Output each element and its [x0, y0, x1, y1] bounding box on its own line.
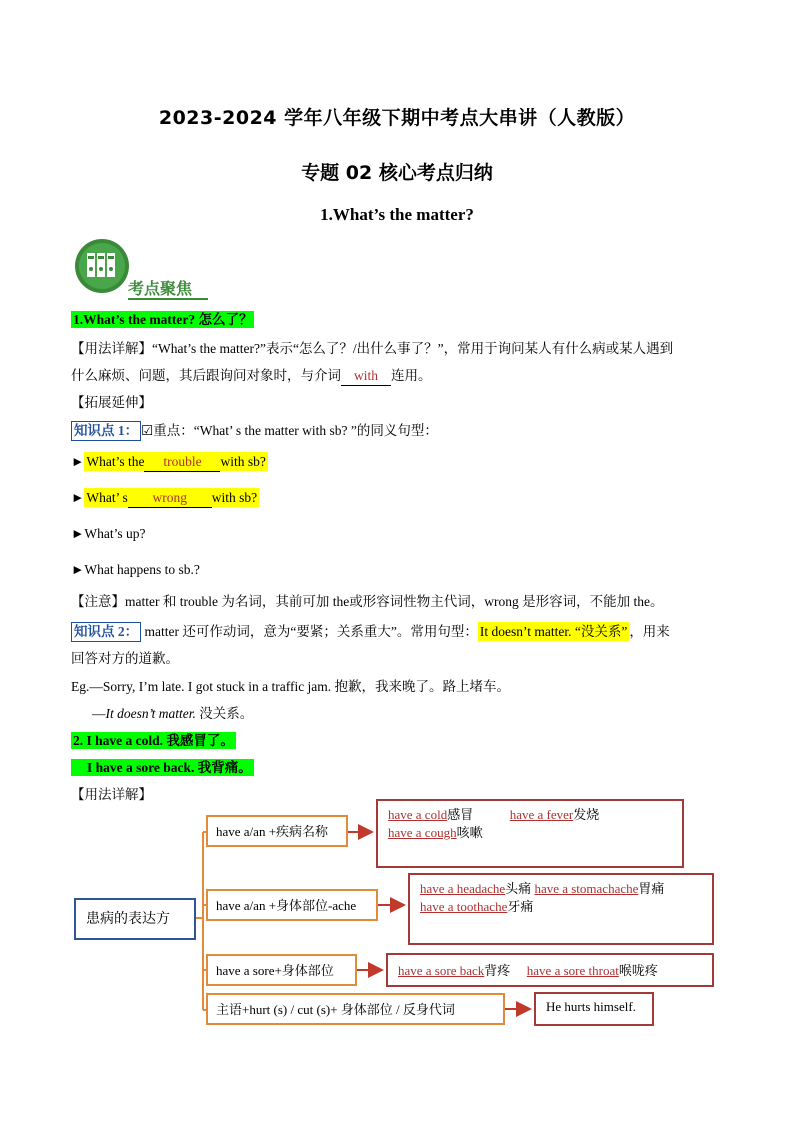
ans-cough: have a cough	[388, 825, 457, 840]
diagram-node-sore: have a sore+身体部位	[206, 954, 357, 986]
ans-fever: have a fever	[509, 807, 574, 822]
eg2-dash: —	[92, 706, 106, 721]
cn-cold: 感冒	[447, 807, 474, 822]
diagram-node-ache: have a/an +身体部位-ache	[206, 889, 378, 921]
usage-text: “What’s the matter?”表示“怎么了？/出什么事了？”，常用于询问某人有什么病或某人遇到	[152, 341, 674, 356]
point-2-heading: 2. I have a cold. 我感冒了。	[73, 733, 234, 748]
cn-headache: 头痛	[505, 881, 532, 896]
blank-with: with	[341, 367, 391, 386]
diagram-result-illness	[376, 799, 684, 868]
extension-label: 【拓展延伸】	[71, 395, 152, 410]
example-1: Eg.—Sorry, I’m late. I got stuck in a traffic jam. 抱歉，我来晚了。路上堵车。	[71, 679, 511, 694]
point-2-heading-b: I have a sore back. 我背痛。	[71, 759, 254, 776]
kp2-text: matter 还可作动词，意为“要紧；关系重大”。常用句型：	[141, 624, 478, 639]
bullet-icon: ►	[71, 490, 85, 505]
kp1-tag: 知识点 1：	[71, 421, 141, 441]
kp2-line-2: 回答对方的道歉。	[71, 651, 179, 666]
doc-title: 2023-2024 学年八年级下期中考点大串讲（人教版）	[158, 107, 636, 129]
usage-text-b: 什么麻烦、问题，其后跟询问对象时，与介词	[71, 368, 341, 383]
kp1-text: ☑重点：“What’ s the matter with sb? ”的同义句型：	[141, 423, 438, 438]
b2-pre: What’ s	[86, 490, 128, 505]
section-title: 1.What’s the matter?	[320, 205, 474, 224]
b1-pre: What’s the	[86, 454, 145, 469]
ans-sore-back: have a sore back	[398, 963, 485, 978]
diagram-node-illness: have a/an +疾病名称	[206, 815, 348, 847]
kp2-highlight: It doesn’t matter. “没关系”	[479, 624, 628, 639]
bullet-icon: ►	[71, 562, 85, 577]
diagram-result-ache	[408, 873, 714, 945]
b3-text: What’s up?	[84, 526, 146, 541]
usage-text-c: 连用。	[391, 368, 432, 383]
ans-sore-throat: have a sore throat	[526, 963, 619, 978]
usage-label-2: 【用法详解】	[71, 787, 152, 802]
kp2-tail: ，用来	[629, 624, 670, 639]
blank-wrong: wrong	[128, 489, 212, 508]
diagram-node-hurt: 主语+hurt (s) / cut (s)+ 身体部位 / 反身代词	[206, 993, 505, 1025]
doc-subtitle: 专题 02 核心考点归纳	[301, 162, 493, 184]
kp2-tag: 知识点 2：	[71, 622, 141, 642]
ans-cold: have a cold	[388, 807, 448, 822]
point-1-heading: 1.What’s the matter? 怎么了？	[73, 312, 253, 327]
eg2-cn: 没关系。	[195, 706, 254, 721]
cn-toothache: 牙痛	[507, 899, 534, 914]
ans-headache: have a headache	[420, 881, 506, 896]
cn-cough: 咳嗽	[456, 825, 483, 840]
eg2-italic: It doesn’t matter.	[105, 706, 196, 721]
section-badge: 考点聚焦	[128, 279, 193, 298]
blank-trouble: trouble	[144, 453, 220, 472]
cn-fever: 发烧	[573, 807, 600, 822]
b1-post: with sb?	[220, 454, 266, 469]
cn-stomachache: 胃痛	[638, 881, 665, 896]
cn-sore-throat: 喉咙疼	[618, 963, 658, 978]
note-paragraph: 【注意】matter 和 trouble 为名词，其前可加 the或形容词性物主代词，wrong 是形容词，不能加 the。	[71, 594, 664, 609]
bullet-icon: ►	[71, 454, 85, 469]
diagram-result-hurt: He hurts himself.	[534, 992, 654, 1026]
b4-text: What happens to sb.?	[84, 562, 200, 577]
bullet-icon: ►	[71, 526, 85, 541]
b2-post: with sb?	[211, 490, 258, 505]
diagram-root: 患病的表达方	[74, 898, 196, 940]
usage-label: 【用法详解】	[71, 341, 152, 356]
ans-stomachache: have a stomachache	[534, 881, 639, 896]
ans-toothache: have a toothache	[420, 899, 508, 914]
diagram-result-sore	[386, 953, 714, 987]
cn-sore-back: 背疼	[484, 963, 511, 978]
